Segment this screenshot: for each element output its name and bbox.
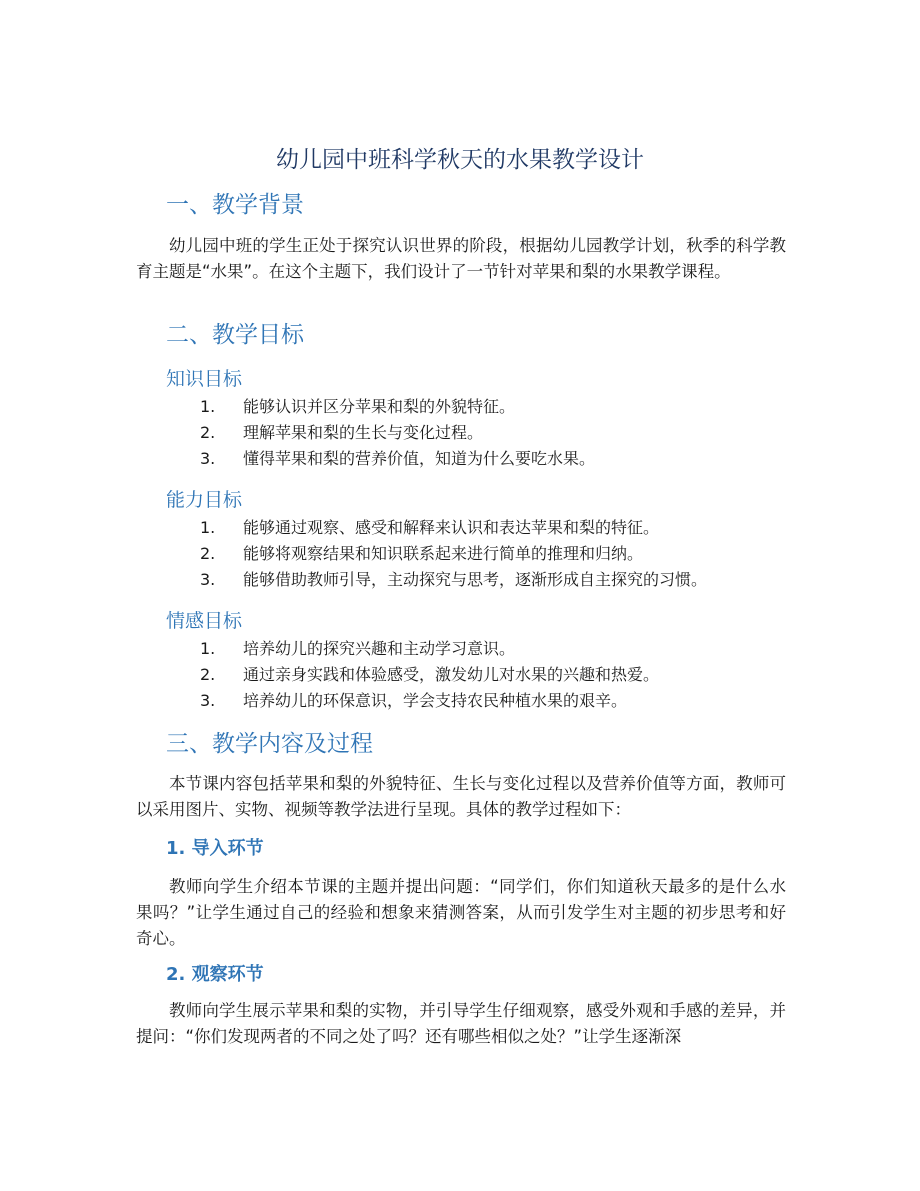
list-item-number: 1.: [200, 397, 216, 416]
list-item-number: 3.: [200, 691, 216, 710]
list-item-number: 2.: [200, 665, 216, 684]
step-observe-paragraph: 教师向学生展示苹果和梨的实物，并引导学生仔细观察，感受外观和手感的差异，并提问：“你们发现两者的不同之处了吗？还有哪些相似之处？”让学生逐渐深: [136, 1001, 786, 1046]
section-heading-content-process: 三、教学内容及过程: [166, 731, 373, 757]
list-item-number: 3.: [200, 570, 216, 589]
subheading-step-observe: 2. 观察环节: [166, 964, 264, 985]
list-item-number: 2.: [200, 423, 216, 442]
list-item-text: 理解苹果和梨的生长与变化过程。: [243, 423, 484, 442]
subheading-ability-goals: 能力目标: [166, 489, 243, 511]
knowledge-goals-list: [0, 394, 920, 472]
list-item-text: 能够借助教师引导，主动探究与思考，逐渐形成自主探究的习惯。: [243, 570, 708, 589]
list-item-number: 2.: [200, 544, 216, 563]
list-item-text: 能够将观察结果和知识联系起来进行简单的推理和归纳。: [243, 544, 644, 563]
list-item: [0, 541, 920, 567]
list-item-number: 3.: [200, 449, 216, 468]
section-heading-goals: 二、教学目标: [166, 322, 304, 348]
list-item-number: 1.: [200, 639, 216, 658]
list-item: [0, 688, 920, 714]
ability-goals-list: [0, 515, 920, 593]
list-item-text: 懂得苹果和梨的营养价值，知道为什么要吃水果。: [243, 449, 596, 468]
list-item: [0, 394, 920, 420]
list-item: [0, 636, 920, 662]
list-item-text: 培养幼儿的探究兴趣和主动学习意识。: [243, 639, 516, 658]
list-item: [0, 446, 920, 472]
background-paragraph: 幼儿园中班的学生正处于探究认识世界的阶段，根据幼儿园教学计划，秋季的科学教育主题是“水果”。在这个主题下，我们设计了一节针对苹果和梨的水果教学课程。: [136, 236, 786, 281]
subheading-knowledge-goals: 知识目标: [166, 368, 243, 390]
list-item-number: 1.: [200, 518, 216, 537]
step-intro-paragraph: 教师向学生介绍本节课的主题并提出问题：“同学们，你们知道秋天最多的是什么水果吗？”让学生通过自己的经验和想象来猜测答案，从而引发学生对主题的初步思考和好奇心。: [136, 877, 786, 948]
emotion-goals-list: [0, 636, 920, 714]
list-item-text: 能够认识并区分苹果和梨的外貌特征。: [243, 397, 516, 416]
subheading-step-intro: 1. 导入环节: [166, 838, 264, 859]
list-item-text: 通过亲身实践和体验感受，激发幼儿对水果的兴趣和热爱。: [243, 665, 660, 684]
content-process-paragraph: 本节课内容包括苹果和梨的外貌特征、生长与变化过程以及营养价值等方面，教师可以采用图片、实物、视频等教学法进行呈现。具体的教学过程如下：: [136, 774, 786, 819]
section-heading-background: 一、教学背景: [166, 192, 304, 218]
list-item: [0, 515, 920, 541]
list-item-text: 培养幼儿的环保意识，学会支持农民种植水果的艰辛。: [243, 691, 628, 710]
list-item-text: 能够通过观察、感受和解释来认识和表达苹果和梨的特征。: [243, 518, 660, 537]
list-item: [0, 420, 920, 446]
document-title: 幼儿园中班科学秋天的水果教学设计: [276, 147, 644, 173]
subheading-emotion-goals: 情感目标: [166, 610, 243, 632]
list-item: [0, 567, 920, 593]
list-item: [0, 662, 920, 688]
